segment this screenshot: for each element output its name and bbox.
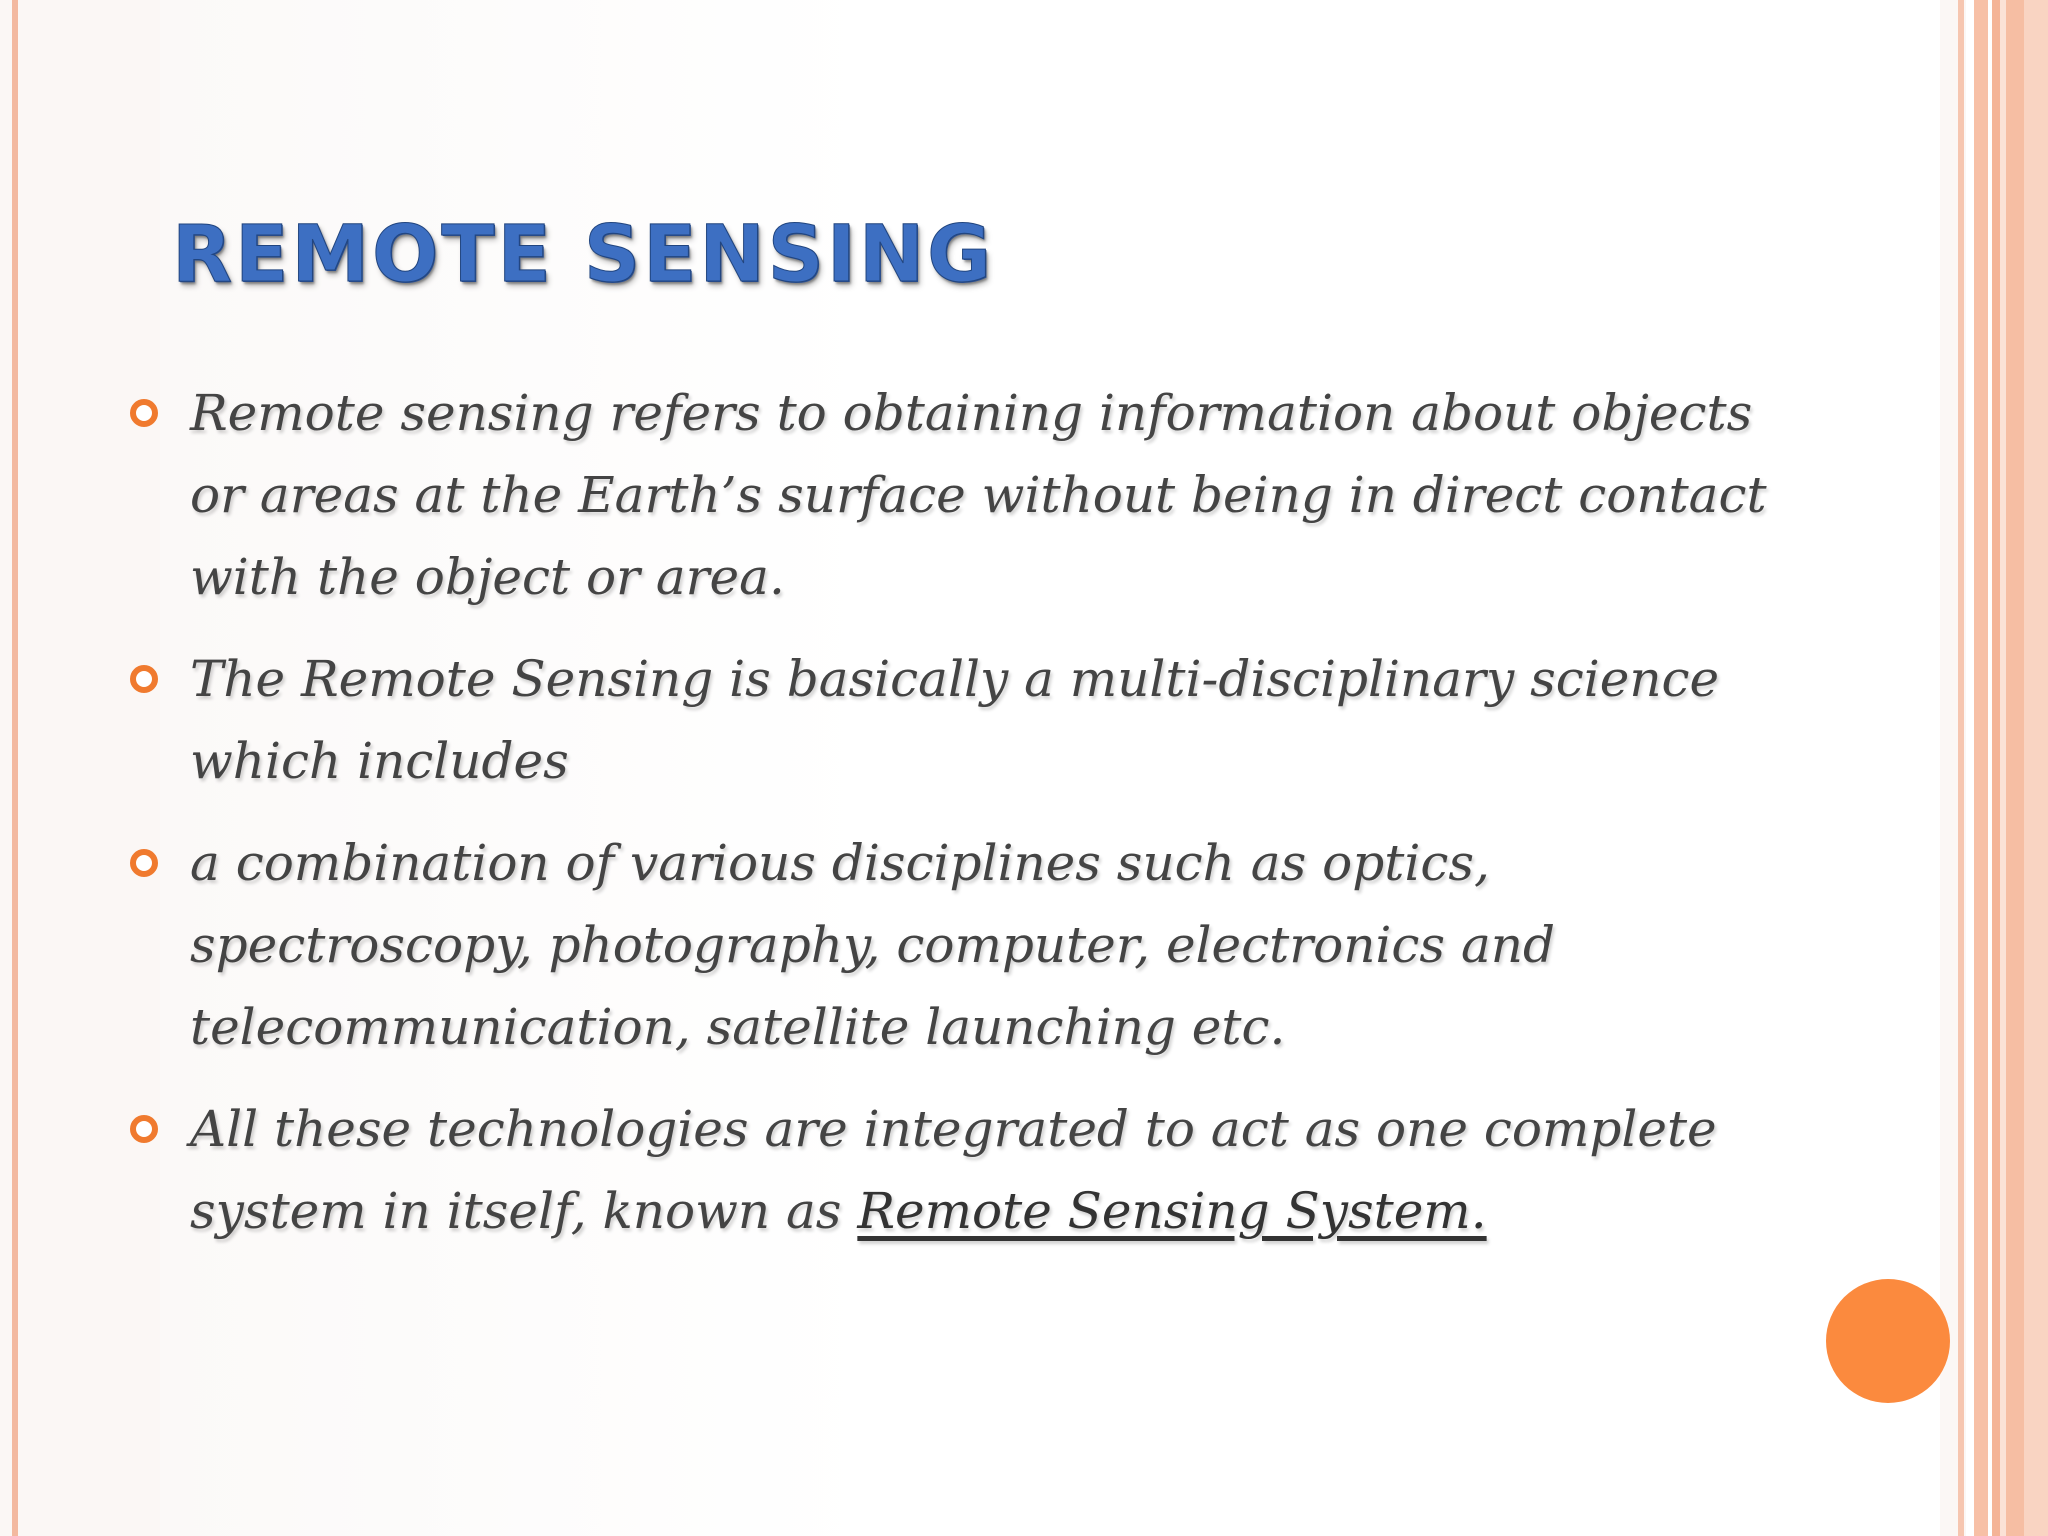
hollow-circle-bullet-icon [130,1115,158,1143]
bullet-text: All these technologies are integrated to act as one complete system in itself, known as [190,1100,1717,1240]
left-border-decoration [12,0,18,1536]
hollow-circle-bullet-icon [130,849,158,877]
bullet-item [130,822,1770,1068]
slide-title: REMOTE SENSING [172,210,995,300]
bullet-item [130,1088,1770,1252]
right-stripe-decoration [1966,0,1974,1536]
right-stripe-decoration [2006,0,2024,1536]
bullet-item [130,638,1770,802]
bullet-text: a combination of various disciplines such as optics, spectroscopy, photography, computer, electronics and telecommunication, satellite launching etc. [190,834,1555,1056]
hollow-circle-bullet-icon [130,665,158,693]
right-stripe-decoration [1974,0,1988,1536]
orange-circle-decoration [1826,1279,1950,1403]
hollow-circle-bullet-icon [130,399,158,427]
bullet-item [130,372,1770,618]
remote-sensing-system-link[interactable]: Remote Sensing System. [857,1182,1487,1240]
right-stripe-decoration [1992,0,2000,1536]
bullet-text: The Remote Sensing is basically a multi-disciplinary science which includes [190,650,1720,790]
bullet-list [130,372,1770,1272]
right-stripe-decoration [2024,0,2048,1536]
right-stripe-decoration [1958,0,1964,1536]
bullet-text: Remote sensing refers to obtaining information about objects or areas at the Earth’s surface without being in direct contact with the object or area. [190,384,1767,606]
